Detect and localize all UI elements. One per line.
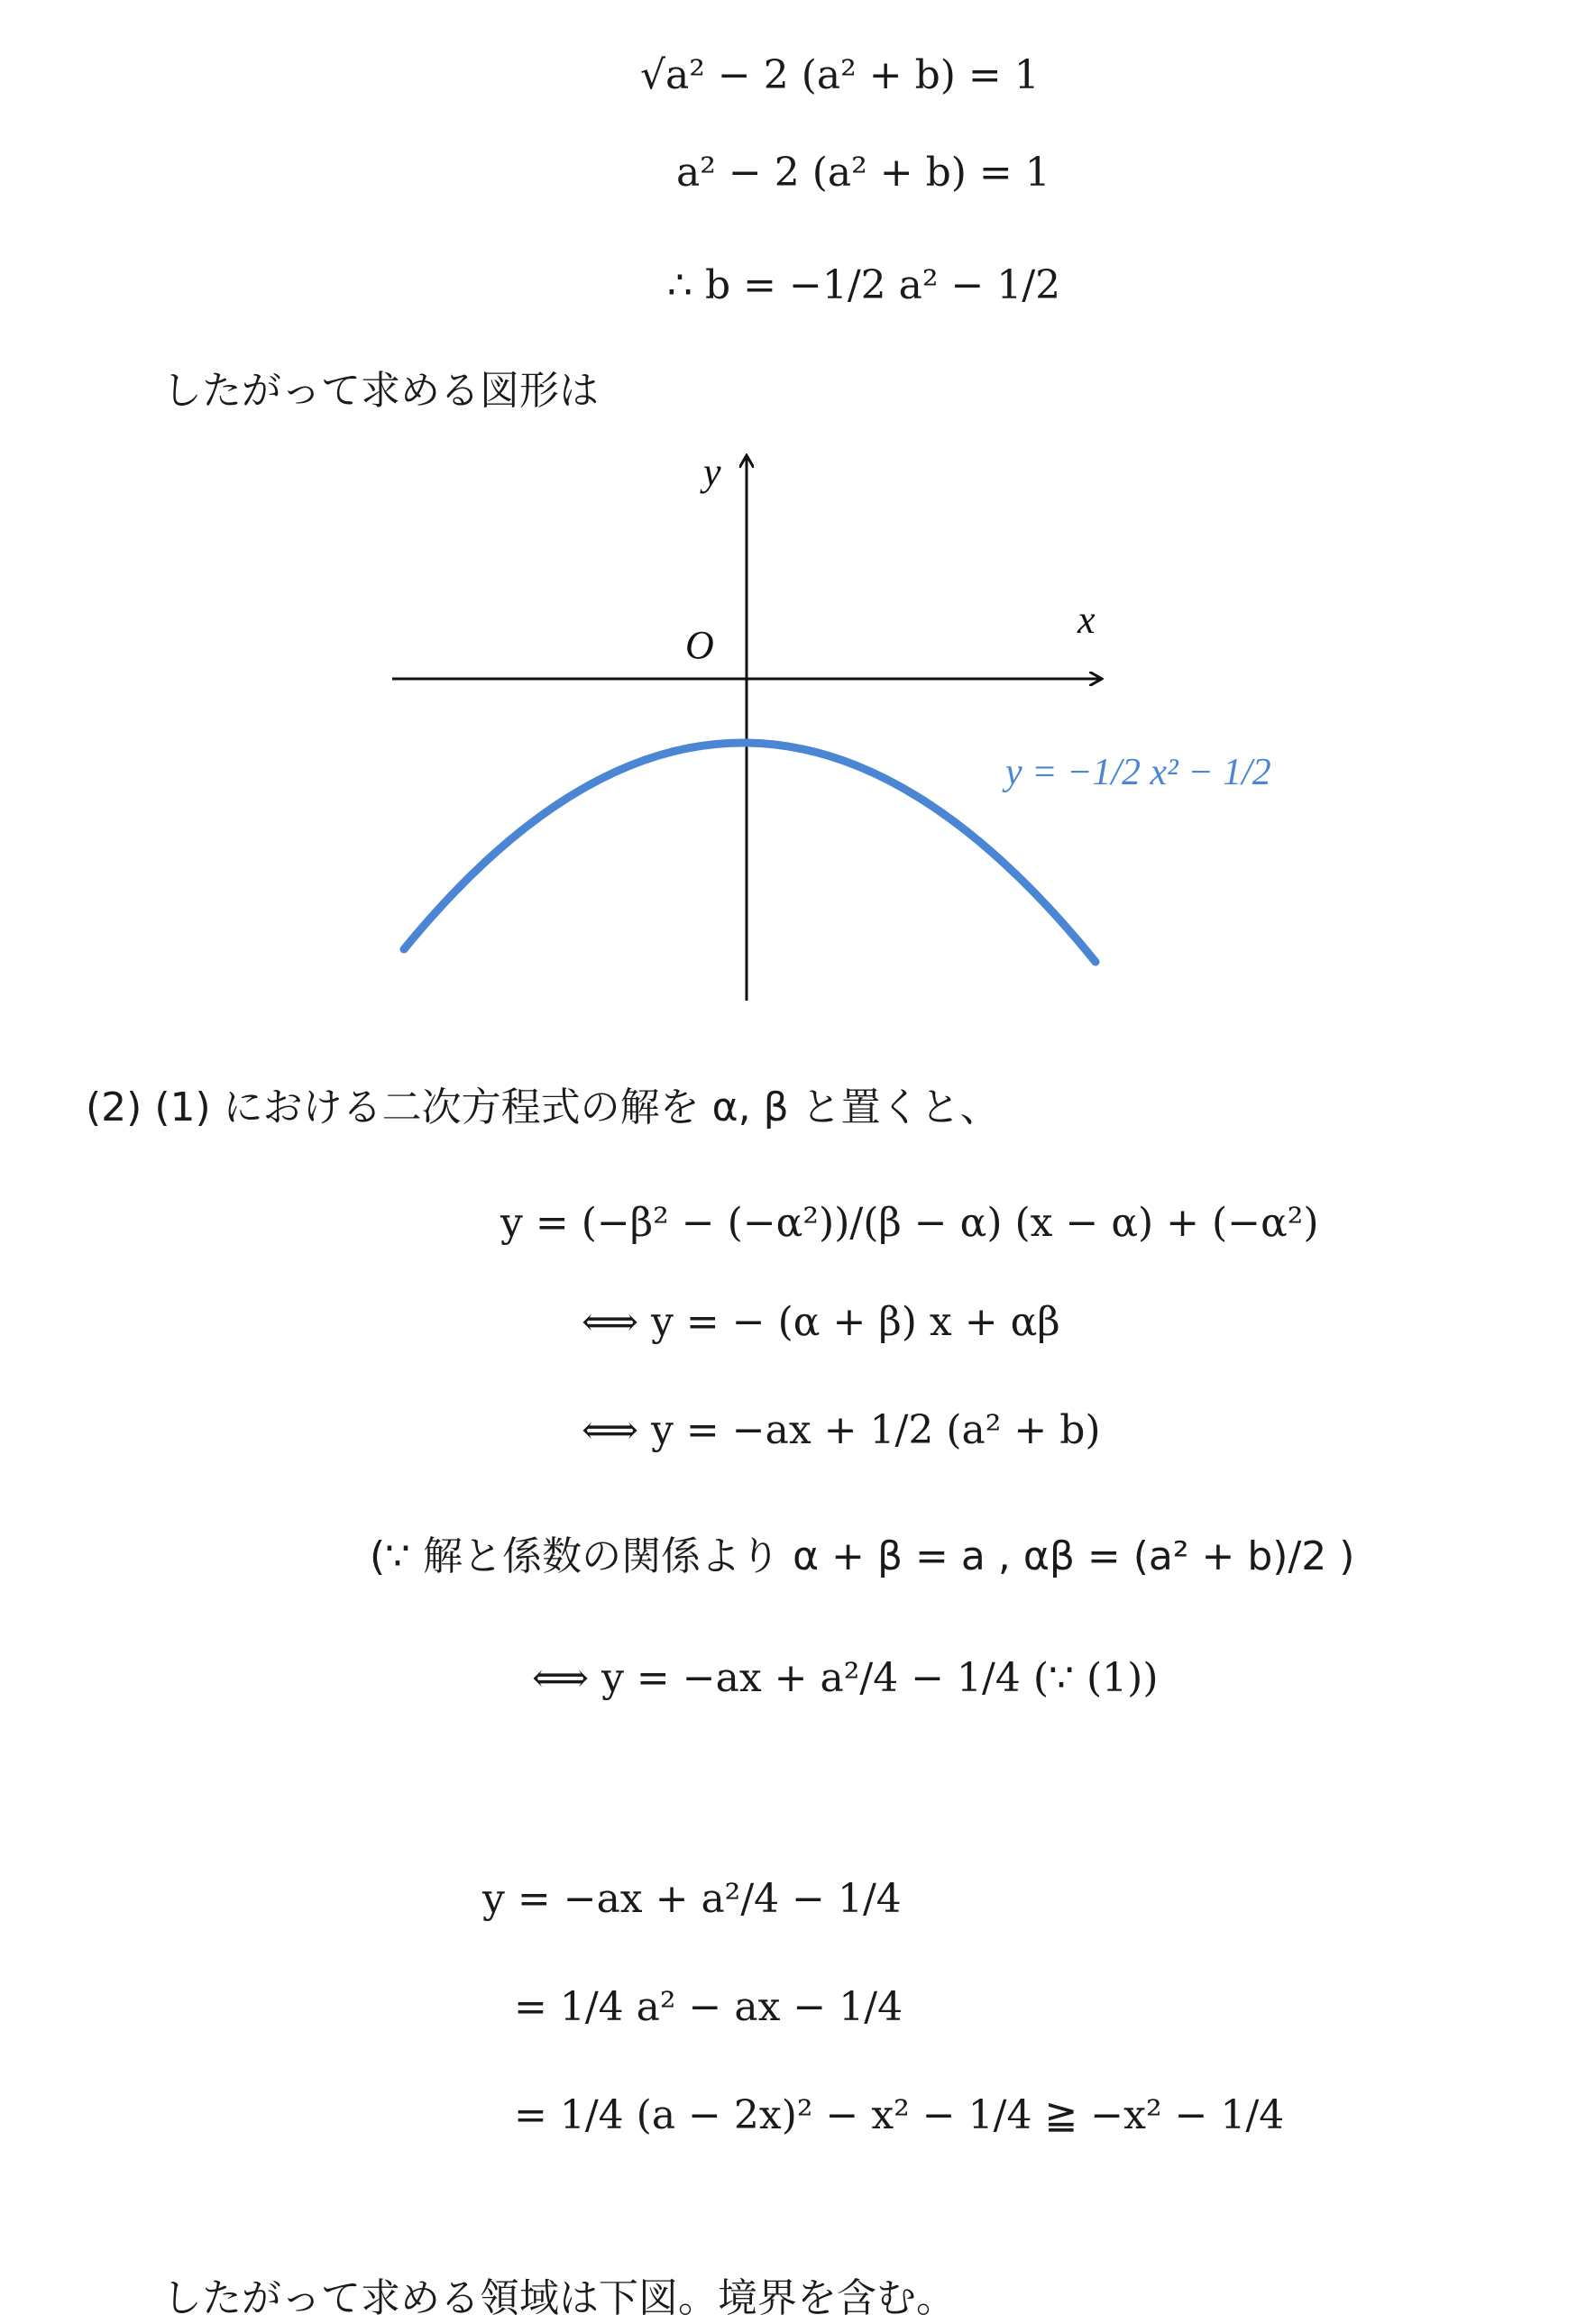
y-axis-label: y — [703, 450, 721, 494]
eq-expanded: a² − 2 (a² + b) = 1 — [676, 150, 1050, 196]
eq-final-line — [532, 1655, 1159, 1701]
eq-vieta: ⟺ y = −ax + 1/2 (a² + b) — [582, 1407, 1101, 1453]
curve-label: y = −1/2 x² − 1/2 — [1005, 752, 1271, 793]
x-axis-label: x — [1077, 598, 1096, 642]
eq-vieta-line — [582, 1407, 1101, 1453]
parabola-curve — [404, 743, 1096, 962]
eq-y-line — [482, 1876, 902, 1922]
eq-inequality-line — [514, 2092, 1285, 2138]
text-region: したがって求める領域は下図。境界を含む。 — [162, 2275, 956, 2321]
eq-b: ∴ b = −1/2 a² − 1/2 — [667, 262, 1061, 308]
eq-secant: y = (−β² − (−α²))/(β − α) (x − α) + (−α²) — [500, 1200, 1319, 1246]
eq-inequality: = 1/4 (a − 2x)² − x² − 1/4 ≧ −x² − 1/4 — [514, 2092, 1285, 2138]
eq-final: ⟺ y = −ax + a²/4 − 1/4 (∵ (1)) — [532, 1655, 1159, 1701]
eq-sqrt: √a² − 2 (a² + b) = 1 — [640, 52, 1040, 98]
eq-sum-product-line — [582, 1299, 1060, 1345]
because-line: (∵ 解と係数の関係より α + β = a , αβ = (a² + b)/2 ) — [370, 1533, 1355, 1579]
eq-secant-line — [500, 1200, 1319, 1246]
part2-label: (2) (1) における二次方程式の解を α, β と置くと、 — [86, 1084, 1000, 1130]
eq-y: y = −ax + a²/4 − 1/4 — [482, 1876, 902, 1922]
eq-sum-product: ⟺ y = − (α + β) x + αβ — [582, 1299, 1060, 1345]
text-figure: したがって求める図形は — [162, 368, 599, 414]
origin-label: O — [685, 623, 714, 667]
eq-complete-line — [514, 1984, 903, 2030]
eq-complete: = 1/4 a² − ax − 1/4 — [514, 1984, 903, 2030]
parabola-graph — [0, 0, 1577, 1082]
